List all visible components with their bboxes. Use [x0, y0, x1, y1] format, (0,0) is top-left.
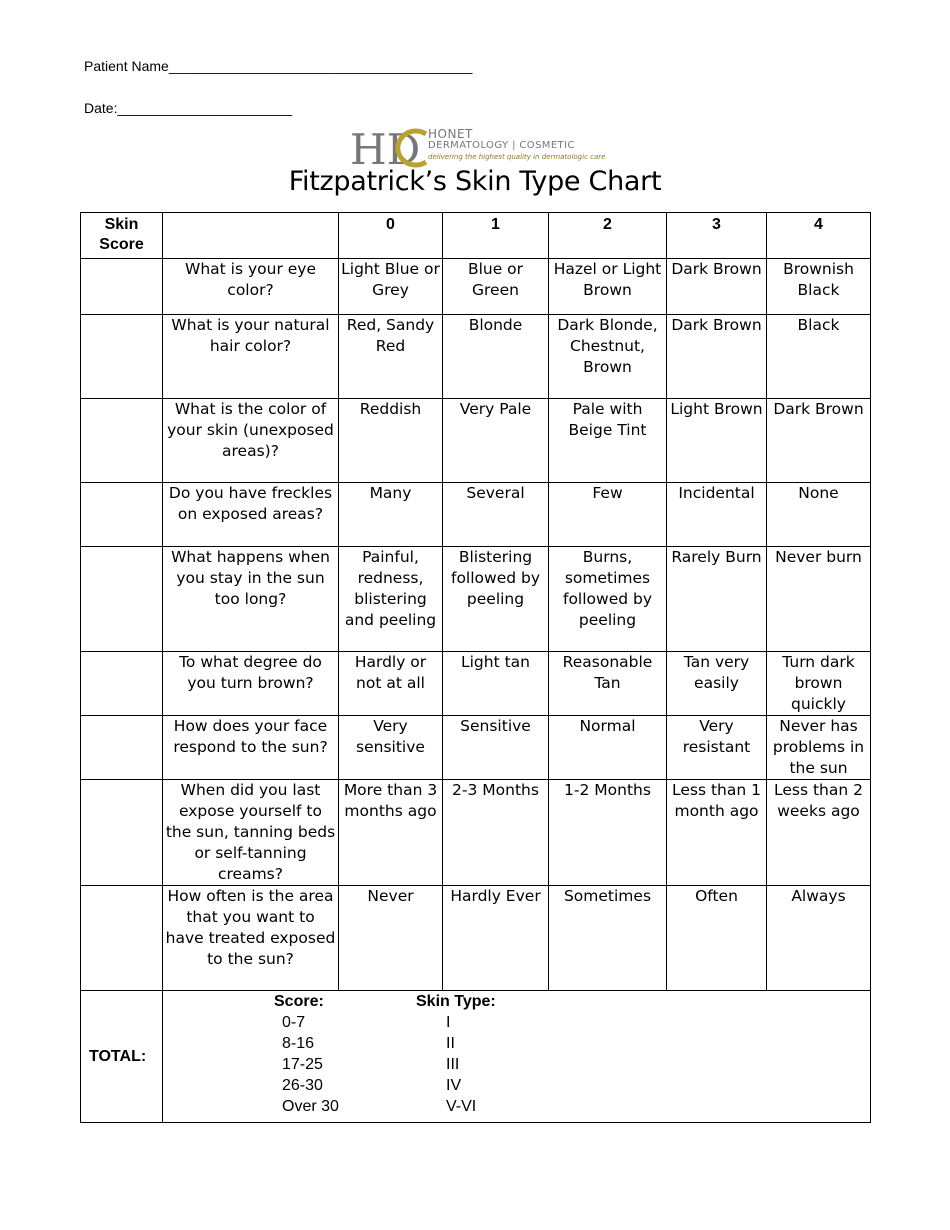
answer-cell: Hardly or not at all: [339, 652, 443, 716]
score-header: Score:: [274, 993, 324, 1010]
question-cell: How often is the area that you want to have treated exposed to the sun?: [163, 886, 339, 991]
answer-cell: Light Blue or Grey: [339, 259, 443, 315]
skin-score-cell[interactable]: [81, 547, 163, 652]
answer-cell: Never has problems in the sun: [767, 716, 871, 780]
skin-type-table: [80, 212, 871, 1123]
hdc-logo: [350, 126, 606, 170]
question-cell: What is your natural hair color?: [163, 315, 339, 399]
answer-cell: Dark Brown: [767, 399, 871, 483]
page-title: Fitzpatrick’s Skin Type Chart: [288, 166, 662, 197]
skin-score-cell[interactable]: [81, 780, 163, 886]
answer-cell: Sensitive: [443, 716, 549, 780]
table-row: [81, 483, 871, 547]
answer-cell: Blistering followed by peeling: [443, 547, 549, 652]
skin-type-value: II: [446, 1035, 455, 1052]
hdc-logo-mark: [350, 126, 428, 170]
skin-score-cell[interactable]: [81, 886, 163, 991]
answer-cell: Hazel or Light Brown: [549, 259, 667, 315]
skin-types: [446, 1012, 476, 1117]
header-question: [163, 213, 339, 259]
header-score-4: 4: [767, 213, 871, 259]
answer-cell: Dark Brown: [667, 315, 767, 399]
skin-score-cell[interactable]: [81, 259, 163, 315]
answer-cell: Painful, redness, blistering and peeling: [339, 547, 443, 652]
answer-cell: Turn dark brown quickly: [767, 652, 871, 716]
answer-cell: Hardly Ever: [443, 886, 549, 991]
table-row: [81, 399, 871, 483]
date-line[interactable]: _______________________: [117, 100, 292, 116]
answer-cell: 2-3 Months: [443, 780, 549, 886]
answer-cell: None: [767, 483, 871, 547]
logo-letters-hd: HD: [350, 126, 421, 170]
answer-cell: Never: [339, 886, 443, 991]
question-cell: What is the color of your skin (unexposed areas)?: [163, 399, 339, 483]
table-row: [81, 652, 871, 716]
skin-score-cell[interactable]: [81, 652, 163, 716]
score-range: 26-30: [282, 1077, 323, 1094]
logo-line1: HONET: [428, 127, 473, 141]
header-score-0: 0: [339, 213, 443, 259]
answer-cell: Sometimes: [549, 886, 667, 991]
logo-line2: DERMATOLOGY | COSMETIC: [428, 140, 575, 151]
answer-cell: Reddish: [339, 399, 443, 483]
answer-cell: Very resistant: [667, 716, 767, 780]
answer-cell: Light tan: [443, 652, 549, 716]
answer-cell: Very Pale: [443, 399, 549, 483]
skin-type-value: III: [446, 1056, 460, 1073]
answer-cell: Many: [339, 483, 443, 547]
question-cell: To what degree do you turn brown?: [163, 652, 339, 716]
answer-cell: Very sensitive: [339, 716, 443, 780]
header-score-1: 1: [443, 213, 549, 259]
header-score-2: 2: [549, 213, 667, 259]
score-range: Over 30: [282, 1098, 339, 1115]
answer-cell: Blonde: [443, 315, 549, 399]
header-score-3: 3: [667, 213, 767, 259]
answer-cell: Brownish Black: [767, 259, 871, 315]
answer-cell: Several: [443, 483, 549, 547]
question-cell: How does your face respond to the sun?: [163, 716, 339, 780]
patient-name-label: Patient Name: [84, 58, 169, 74]
skin-type-header: Skin Type:: [416, 993, 496, 1010]
table-row: [81, 780, 871, 886]
answer-cell: Never burn: [767, 547, 871, 652]
date-field[interactable]: [84, 100, 292, 116]
logo-tagline: delivering the highest quality in dermatologic care: [428, 153, 606, 161]
question-cell: Do you have freckles on exposed areas?: [163, 483, 339, 547]
total-row: [81, 991, 871, 1123]
answer-cell: Dark Blonde, Chestnut, Brown: [549, 315, 667, 399]
skin-type-value: V-VI: [446, 1098, 477, 1115]
answer-cell: Pale with Beige Tint: [549, 399, 667, 483]
score-legend: [163, 991, 871, 1123]
score-range: 0-7: [282, 1014, 306, 1031]
answer-cell: Rarely Burn: [667, 547, 767, 652]
date-label: Date:: [84, 100, 118, 116]
answer-cell: More than 3 months ago: [339, 780, 443, 886]
skin-score-cell[interactable]: [81, 315, 163, 399]
answer-cell: Blue or Green: [443, 259, 549, 315]
answer-cell: 1-2 Months: [549, 780, 667, 886]
answer-cell: Red, Sandy Red: [339, 315, 443, 399]
table-header-row: [81, 213, 871, 259]
patient-name-field[interactable]: [84, 58, 472, 74]
answer-cell: Less than 1 month ago: [667, 780, 767, 886]
table-row: [81, 886, 871, 991]
table-row: [81, 716, 871, 780]
skin-score-cell[interactable]: [81, 716, 163, 780]
question-cell: What is your eye color?: [163, 259, 339, 315]
total-label: TOTAL:: [81, 991, 163, 1123]
skin-type-value: I: [446, 1014, 451, 1031]
skin-type-value: IV: [446, 1077, 462, 1094]
answer-cell: Often: [667, 886, 767, 991]
table-row: [81, 259, 871, 315]
answer-cell: Dark Brown: [667, 259, 767, 315]
answer-cell: Always: [767, 886, 871, 991]
answer-cell: Reasonable Tan: [549, 652, 667, 716]
answer-cell: Less than 2 weeks ago: [767, 780, 871, 886]
question-cell: What happens when you stay in the sun too long?: [163, 547, 339, 652]
table-row: [81, 547, 871, 652]
question-cell: When did you last expose yourself to the sun, tanning beds or self-tanning creams?: [163, 780, 339, 886]
header-skin-score: Skin Score: [81, 213, 163, 259]
score-range: 8-16: [282, 1035, 315, 1052]
answer-cell: Tan very easily: [667, 652, 767, 716]
answer-cell: Few: [549, 483, 667, 547]
answer-cell: Light Brown: [667, 399, 767, 483]
skin-score-cell[interactable]: [81, 399, 163, 483]
answer-cell: Black: [767, 315, 871, 399]
table-row: [81, 315, 871, 399]
answer-cell: Incidental: [667, 483, 767, 547]
score-ranges: [282, 1012, 339, 1117]
answer-cell: Normal: [549, 716, 667, 780]
patient-name-line[interactable]: ________________________________________: [168, 58, 473, 74]
answer-cell: Burns, sometimes followed by peeling: [549, 547, 667, 652]
score-range: 17-25: [282, 1056, 323, 1073]
skin-score-cell[interactable]: [81, 483, 163, 547]
